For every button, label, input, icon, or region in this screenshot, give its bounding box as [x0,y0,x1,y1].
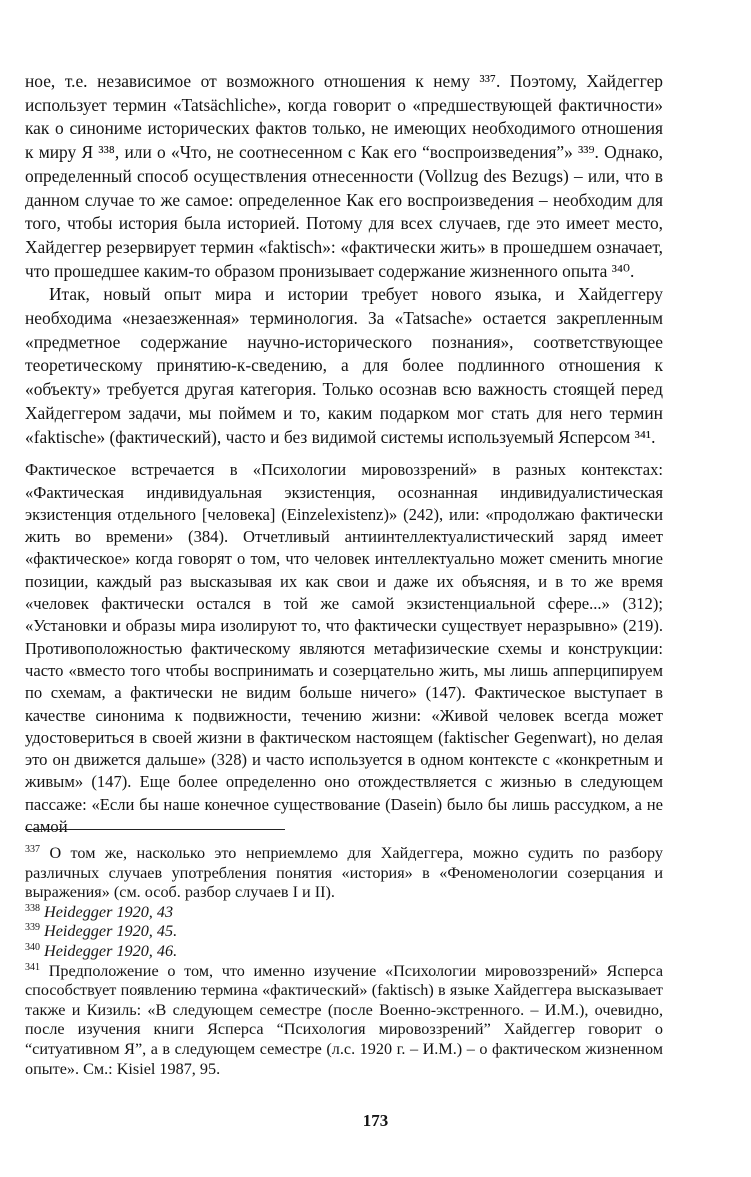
paragraph-2: Итак, новый опыт мира и истории требует нового языка, и Хайдеггеру необходима «незаезженная» терминология. За «Tatsache» остается закрепленным «предметное содержание научно-исторического познания», соответствующее теоретическому принятию-к-сведению, а для более подлинного отношения к «объекту» требуется другая категория. Только осознав всю важность стоящей перед Хайдеггером задачи, мы поймем и то, каким подарком мог стать для него термин «faktische» (фактический), часто и без видимой системы используемый Ясперсом ³⁴¹. [25,284,663,447]
page-number: 173 [362,1111,389,1130]
footnote [25,844,663,903]
footnote-number: 339 [25,922,40,934]
footnote-text: Предположение о том, что именно изучение «Психологии мировоззрений» Ясперса способствует появлению термина «фактический» (faktisch) в языке Хайдеггера высказывает также и Кизиль: «В следующем семестре (после Военно-экстренного. – И.М.), очевидно, после изучения книги Ясперса “Психология мировоззрений” Хайдеггер говорит о “ситуативном Я”, а в следующем семестре (л.с. 1920 г. – И.М.) – о фактическом жизненном опыте». См.: Kisiel 1987, 95. [25,961,664,1078]
footnote [25,942,663,962]
footnote-number: 340 [25,941,40,953]
footnotes [25,844,663,1079]
paragraph-3: Фактическое встречается в «Психологии мировоззрений» в разных контекстах: «Фактическая индивидуальная экзистенция, осознанная индивидуалистическая экзистенция отдельного [человека] (Einzelexistenz)» (242), или: «продолжаю фактически жить во времени» (384). Отчетливый антиинтеллектуалистический заряд имеет «фактическое» когда говорят о том, что человек интеллектуально может сменить многие позиции, каждый раз высказывая их как свои и даже их объясняя, и в то же время «человек фактически остался в той же самой экзистенциальной сфере...» (312); «Установки и образы мира изолируют то, что фактически существует неразрывно» (219). Противоположностью фактическому являются метафизические схемы и конструкции: часто «вместо того чтобы воспринимать и созерцательно жить, мы лишь апперципируем по схемам, а фактически не видим больше ничего» (147). Фактическое выступает в качестве синонима к подвижности, течению жизни: «Живой человек всегда может удостовериться в своей жизни в фактическом настоящем (faktischer Gegenwart), но делая это он движется дальше» (328) и часто используется в одном контексте с «конкретным и живым» (147). Еще более определенно оно отождествляется с жизнью в следующем пассаже: «Если бы наше конечное существование (Dasein) было бы лишь рассудком, а не самой [25,460,663,836]
footnote-number: 337 [25,844,40,855]
footnote [25,962,663,1080]
footnote-number: 338 [25,902,40,914]
paragraph-1: ное, т.е. независимое от возможного отношения к нему ³³⁷. Поэтому, Хайдеггер использует термин «Tatsächliche», когда говорит о «предшествующей фактичности» как о синониме исторических фактов только, не имеющих необходимого отношения к миру Я ³³⁸, или о «Что, не соотнесенном с Как его “воспроизведения”» ³³⁹. Однако, определенный способ осуществления отнесенности (Vollzug des Bezugs) – или, что в данном случае то же самое: определенное Как его воспроизведения – необходим для того, чтобы история была историей. Потому для всех случаев, где это имеет место, Хайдеггер резервирует термин «faktisch»: «фактически жить» в прошедшем означает, что прошедшее каким-то образом пронизывает содержание жизненного опыта ³⁴⁰. [25,71,663,281]
footnote-text: Heidegger 1920, 46. [44,941,178,960]
footnote [25,922,663,942]
footnote-number: 341 [25,961,40,973]
footnote-text: Heidegger 1920, 43 [44,902,174,921]
footnote-text: Heidegger 1920, 45. [44,922,178,941]
footnote-text: О том же, насколько это неприемлемо для Хайдеггера, можно судить по разбору различных случаев употребления понятия «история» в «Феноменологии созерцания и выражения» (см. особ. разбор случаев I и II). [25,844,663,902]
main-text [25,70,663,838]
footnote [25,903,663,923]
footnote-divider [25,829,285,830]
